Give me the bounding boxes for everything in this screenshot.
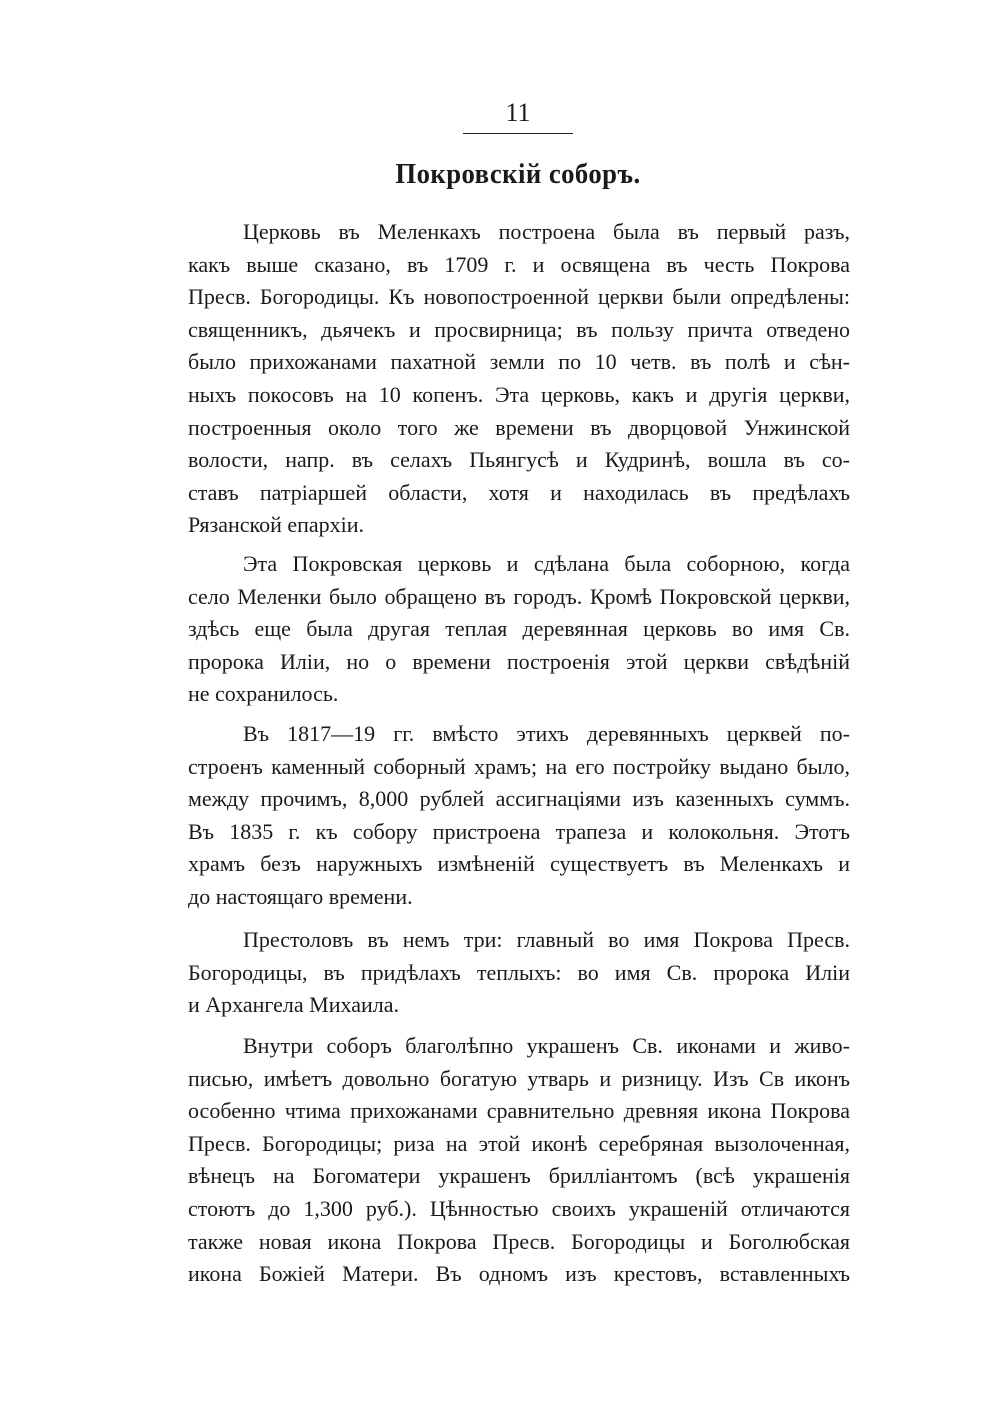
page-number: 11 [505, 98, 531, 127]
text-line: Рязанской епархіи. [188, 512, 365, 538]
text-line: Пресв. Богородицы; риза на этой иконѣ серебряная вызолоченная, [188, 1130, 850, 1156]
text-line: вѣнецъ на Богоматери украшенъ брилліантомъ (всѣ украшенія [188, 1163, 850, 1189]
text-line: Церковь въ Меленкахъ построена была въ первый разъ, [243, 219, 850, 244]
text-line: до настоящаго времени. [188, 883, 413, 909]
text-line: ставъ патріаршей области, хотя и находилась въ предѣлахъ [188, 479, 850, 505]
text-line: пророка Иліи, но о времени построенія этой церкви свѣдѣній [188, 648, 850, 674]
text-line: икона Божіей Матери. Въ одномъ изъ крестовъ, вставленныхъ [188, 1261, 850, 1287]
paragraph [188, 548, 850, 711]
text-line: писью, имѣетъ довольно богатую утварь и ризницу. Изъ Св иконъ [188, 1065, 850, 1091]
text-line: Въ 1817—19 гг. вмѣсто этихъ деревянныхъ церквей по- [243, 721, 850, 746]
text-line: не сохранилось. [188, 681, 339, 707]
text-line: Въ 1835 г. къ собору пристроена трапеза и колокольня. Этотъ [188, 818, 850, 844]
text-line: волости, напр. въ селахъ Пьянгусѣ и Кудринѣ, вошла въ со- [188, 447, 850, 473]
text-line: Богородицы, въ придѣлахъ теплыхъ: во имя Св. пророка Иліи [188, 959, 850, 985]
text-line: Внутри соборъ благолѣпно украшенъ Св. иконами и живо- [243, 1033, 850, 1058]
page-number-rule [463, 133, 573, 134]
text-line: также новая икона Покрова Пресв. Богородицы и Боголюбская [188, 1228, 850, 1254]
text-line: и Архангела Михаила. [188, 992, 399, 1018]
text-line: священникъ, дьячекъ и просвирница; въ пользу причта отведено [188, 316, 850, 342]
text-line: село Меленки было обращено въ городъ. Кромѣ Покровской церкви, [188, 583, 850, 609]
paragraph [188, 924, 850, 1022]
text-line: ныхъ покосовъ на 10 копенъ. Эта церковь, какъ и другія церкви, [188, 381, 850, 407]
text-line: здѣсь еще была другая теплая деревянная церковь во имя Св. [188, 616, 850, 642]
text-line: строенъ каменный соборный храмъ; на его постройку выдано было, [188, 753, 850, 779]
text-line: между прочимъ, 8,000 рублей ассигнаціями изъ казенныхъ суммъ. [188, 786, 850, 812]
text-line: Пресв. Богородицы. Къ новопостроенной церкви были опредѣлены: [188, 284, 850, 310]
text-line: какъ выше сказано, въ 1709 г. и освящена въ честь Покрова [188, 251, 850, 277]
text-line: особенно чтима прихожанами сравнительно древняя икона Покрова [188, 1098, 850, 1124]
paragraph [188, 1030, 850, 1291]
text-line: было прихожанами пахатной земли по 10 четв. въ полѣ и сѣн- [188, 349, 850, 375]
text-line: стоютъ до 1,300 руб.). Цѣнностью своихъ украшеній отличаются [188, 1195, 850, 1221]
paragraph [188, 216, 850, 542]
text-line: Эта Покровская церковь и сдѣлана была соборною, когда [243, 551, 850, 576]
text-line: храмъ безъ наружныхъ измѣненій существуетъ въ Меленкахъ и [188, 851, 850, 877]
section-title: Покровскій соборъ. [395, 158, 641, 190]
text-line: Престоловъ въ немъ три: главный во имя Покрова Пресв. [243, 927, 850, 952]
paragraph [188, 718, 850, 914]
text-line: построенныя около того же времени въ дворцовой Унжинской [188, 414, 850, 440]
